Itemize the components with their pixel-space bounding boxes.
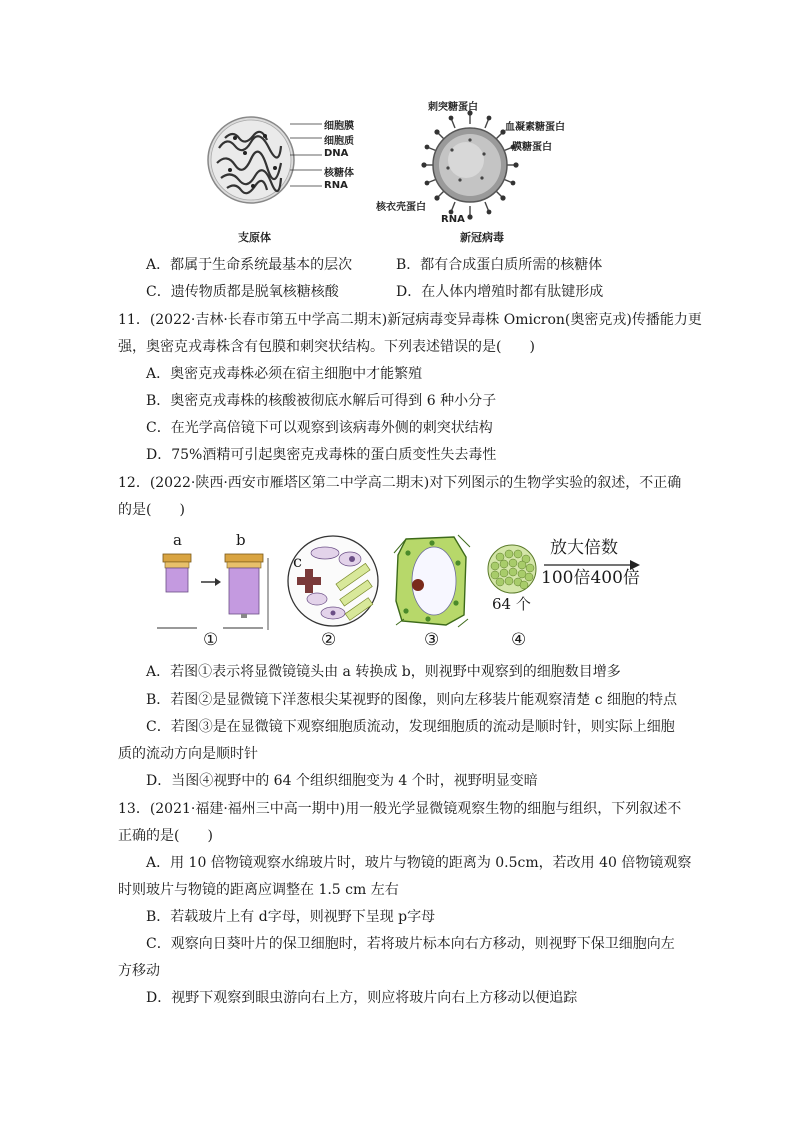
- virus-label-nucleocapsid: 核衣壳蛋白: [376, 202, 426, 213]
- q13-option-a-line1: A．用 10 倍物镜观察水绵玻片时，玻片与物镜的距离为 0.5cm，若改用 40 倍物镜观察: [146, 855, 692, 871]
- q13-option-c-line1: C．观察向日葵叶片的保卫细胞时，若将玻片标本向右方移动，则视野下保卫细胞向左: [146, 936, 675, 952]
- q13-option-d: D．视野下观察到眼虫游向右上方，则应将玻片向右上方移动以便追踪: [146, 990, 578, 1006]
- virus-label-rna: RNA: [441, 214, 465, 225]
- mycoplasma-leader-lines: [290, 118, 325, 193]
- mycoplasma-label-cytoplasm: 细胞质: [324, 136, 354, 147]
- cell-count-label: 64 个: [492, 595, 531, 613]
- q10-option-b: B．都有合成蛋白质所需的核糖体: [396, 257, 603, 273]
- magnification-values: 100倍400倍: [541, 568, 640, 588]
- q11-option-c: C．在光学高倍镜下可以观察到该病毒外侧的刺突状结构: [146, 420, 493, 436]
- tissue-view-diagram: [486, 543, 538, 595]
- q12-stem-line2: 的是( ): [118, 502, 185, 518]
- mycoplasma-caption: 支原体: [238, 231, 271, 244]
- q11-option-b: B．奥密克戎毒株的核酸被彻底水解后可得到 6 种小分子: [146, 393, 497, 409]
- q10-option-a: A．都属于生命系统最基本的层次: [146, 257, 353, 273]
- q12-option-a: A．若图①表示将显微镜镜头由 a 转换成 b，则视野中观察到的细胞数目增多: [146, 664, 621, 680]
- virus-caption: 新冠病毒: [460, 231, 504, 244]
- virus-label-spike: 刺突糖蛋白: [428, 102, 478, 113]
- q13-option-a-line2: 时则玻片与物镜的距离应调整在 1.5 cm 左右: [118, 882, 399, 898]
- q11-stem-line1: 11．(2022·吉林·长春市第五中学高二期末)新冠病毒变异毒株 Omicron(奥密克戎)传播能力更: [118, 312, 702, 328]
- q12-option-b: B．若图②是显微镜下洋葱根尖某视野的图像，则向左移装片能观察清楚 c 细胞的特点: [146, 692, 678, 708]
- figure-number-2: ②: [321, 630, 337, 650]
- q13-stem-line2: 正确的是( ): [118, 828, 213, 844]
- q11-stem-line2: 强，奥密克戎毒株含有包膜和刺突状结构。下列表述错误的是( ): [118, 339, 535, 355]
- mycoplasma-label-rna: RNA: [324, 180, 348, 191]
- mycoplasma-label-dna: DNA: [324, 148, 349, 159]
- q10-option-d: D．在人体内增殖时都有肽键形成: [396, 284, 604, 300]
- q12-option-c-line2: 质的流动方向是顺时针: [118, 746, 258, 762]
- q12-option-c-line1: C．若图③是在显微镜下观察细胞质流动，发现细胞质的流动是顺时针，则实际上细胞: [146, 719, 675, 735]
- q13-stem-line1: 13．(2021·福建·福州三中高一期中)用一般光学显微镜观察生物的细胞与组织，下列叙述不: [118, 801, 682, 817]
- q11-option-d: D．75%酒精可引起奥密克戎毒株的蛋白质变性失去毒性: [146, 447, 497, 463]
- root-tip-label-c: c: [293, 552, 302, 571]
- q12-option-d: D．当图④视野中的 64 个组织细胞变为 4 个时，视野明显变暗: [146, 773, 538, 789]
- figure-number-4: ④: [511, 630, 527, 650]
- objective-label-a: a: [173, 531, 182, 549]
- root-tip-view-diagram: [285, 533, 381, 629]
- q12-stem-line1: 12．(2022·陕西·西安市雁塔区第二中学高二期末)对下列图示的生物学实验的叙述，不正确: [118, 475, 682, 491]
- q13-option-c-line2: 方移动: [118, 963, 160, 979]
- virus-label-hemagglutinin: 血凝素糖蛋白: [505, 122, 565, 133]
- figure-number-1: ①: [203, 630, 219, 650]
- q10-option-c: C．遗传物质都是脱氧核糖核酸: [146, 284, 339, 300]
- q11-option-a: A．奥密克戎毒株必须在宿主细胞中才能繁殖: [146, 366, 423, 382]
- plant-cell-diagram: [392, 533, 472, 629]
- objective-lenses-diagram: [155, 548, 275, 638]
- q13-option-b: B．若载玻片上有 d字母，则视野下呈现 p字母: [146, 909, 436, 925]
- objective-label-b: b: [236, 531, 246, 549]
- virus-label-membrane-glycoprotein: 膜糖蛋白: [512, 142, 552, 153]
- mycoplasma-label-membrane: 细胞膜: [324, 121, 354, 132]
- figure-number-3: ③: [424, 630, 440, 650]
- magnification-label: 放大倍数: [550, 538, 618, 558]
- mycoplasma-label-ribosome: 核糖体: [324, 168, 354, 179]
